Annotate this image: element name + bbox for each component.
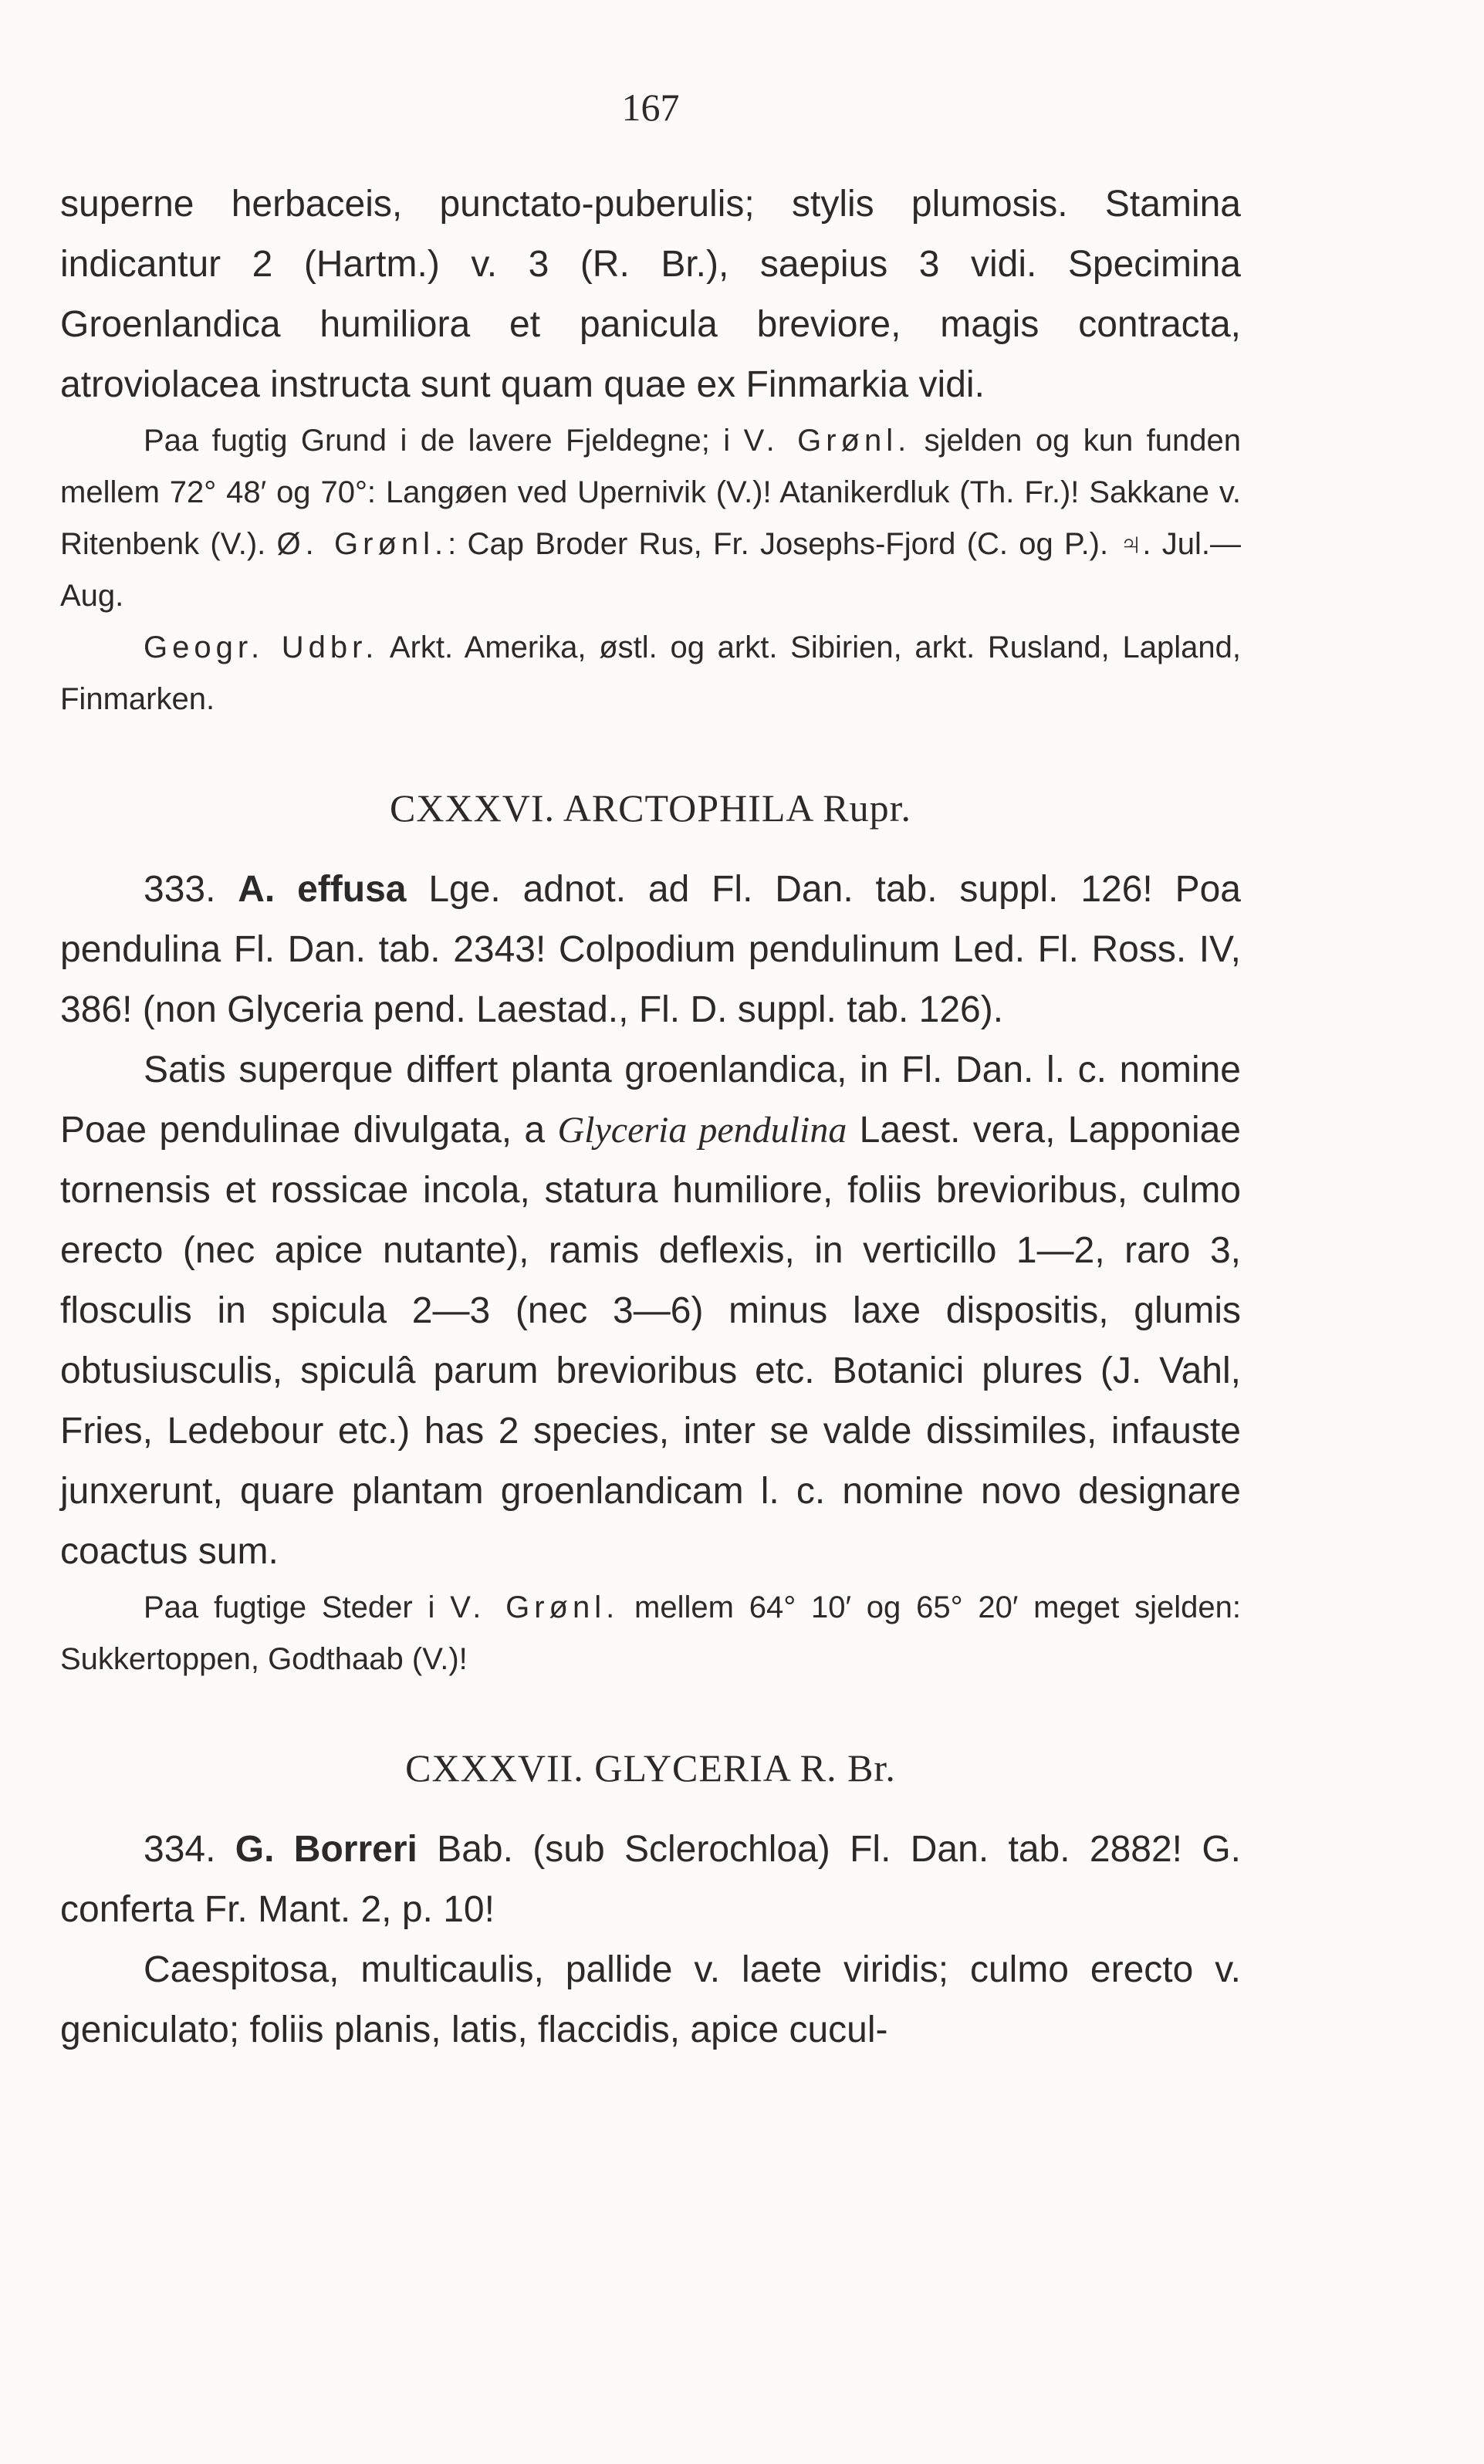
- genus-heading-glyceria: CXXXVII. GLYCERIA R. Br.: [405, 1746, 896, 1790]
- habitat-text: sjelden og kun funden mellem 72° 48′ og 70°: Langøen ved Upernivik (V.)! Atanikerdluk (Th. Fr.)! Sakkane v. Ritenbenk (V.).: [60, 424, 1241, 561]
- species-name: G. Borreri: [235, 1829, 417, 1870]
- species-references: Lge. adnot. ad Fl. Dan. tab. suppl. 126! Poa pendulina Fl. Dan. tab. 2343! Colpodium pendulinum Led. Fl. Ross. IV, 386! (non Glyceria pend. Laestad., Fl. D. suppl. tab. 126).: [60, 869, 1241, 1030]
- description-text: Satis superque differt planta groenlandica, in Fl. Dan. l. c. nomine Poae pendulinae divulgata, a: [60, 1049, 1241, 1151]
- habitat-note-2: [60, 1582, 1241, 1685]
- paragraph-description-333: [60, 1040, 1241, 1582]
- species-references: Bab. (sub Sclerochloa) Fl. Dan. tab. 2882! G. conferta Fr. Mant. 2, p. 10!: [60, 1829, 1242, 1930]
- species-entry-333: [60, 860, 1241, 1040]
- distribution-text: Arkt. Amerika, østl. og arkt. Sibirien, arkt. Rusland, Lapland, Finmarken.: [60, 630, 1241, 716]
- paragraph-description-334: Caespitosa, multicaulis, pallide v. laete viridis; culmo erecto v. geniculato; foliis planis, latis, flaccidis, apice cucul-: [60, 1949, 1241, 2050]
- page-number: 167: [621, 86, 680, 129]
- habitat-text: Paa fugtige Steder i: [144, 1590, 451, 1624]
- species-number: 333.: [144, 869, 238, 910]
- region-label: V. Grønl.: [743, 424, 911, 458]
- paragraph-stamina: superne herbaceis, punctato-puberulis; stylis plumosis. Stamina indicantur 2 (Hartm.) v. 3 (R. Br.), saepius 3 vidi. Specimina Groenlandica humiliora et panicula breviore, magis contracta, atroviolacea instructa sunt quam quae ex Finmarkia vidi.: [60, 184, 1241, 405]
- region-label: V. Grønl.: [450, 1590, 620, 1624]
- habitat-text: Paa fugtig Grund i de lavere Fjeldegne; i: [144, 424, 744, 458]
- distribution-label: Geogr. Udbr.: [144, 630, 379, 664]
- region-label: Ø. Grønl.: [276, 527, 448, 561]
- habitat-note-1: [60, 415, 1241, 622]
- habitat-text: mellem 64° 10′ og 65° 20′ meget sjelden: Sukkertoppen, Godthaab (V.)!: [60, 1590, 1241, 1676]
- species-entry-334: [60, 1820, 1241, 1940]
- genus-heading-arctophila: CXXXVI. ARCTOPHILA Rupr.: [390, 786, 911, 830]
- italic-taxon: Glyceria pendulina: [557, 1110, 847, 1151]
- document-page: [60, 85, 1241, 2060]
- species-number: 334.: [144, 1829, 235, 1870]
- habitat-text: : Cap Broder Rus, Fr. Josephs-Fjord (C. og P.). ♃. Jul.—Aug.: [60, 527, 1242, 613]
- distribution-note-1: [60, 622, 1241, 725]
- species-name: A. effusa: [238, 869, 407, 910]
- description-text: Laest. vera, Lapponiae tornensis et rossicae incola, statura humiliore, foliis brevioribus, culmo erecto (nec apice nutante), ramis deflexis, in verticillo 1—2, raro 3, flosculis in spicula 2—3 (nec 3—6) minus laxe dispositis, glumis obtusiusculis, spiculâ parum brevioribus etc. Botanici plures (J. Vahl, Fries, Ledebour etc.) has 2 species, inter se valde dissimiles, infauste junxerunt, quare plantam groenlandicam l. c. nomine novo designare coactus sum.: [60, 1110, 1241, 1572]
